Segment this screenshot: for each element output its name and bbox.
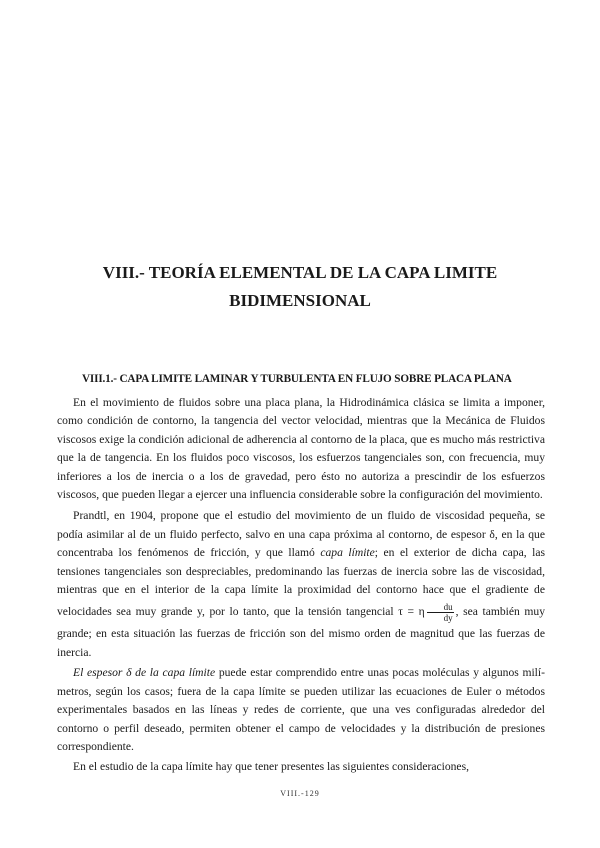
page-number: VIII.-129 xyxy=(280,789,320,798)
chapter-title-line-1: VIII.- TEORÍA ELEMENTAL DE LA CAPA LIMITE xyxy=(102,263,498,282)
capa-limite-term: capa límite xyxy=(320,546,375,560)
paragraph-3-text: puede estar comprendido entre unas pocas moléculas y algunos milímetros, según los casos; fuera de la capa límite se pueden utilizar las ecuaciones de Euler o métodos experimentales basados en las líneas y redes de corriente, que una ves configuradas alrededor del contorno o perfil deseado, permiten obtener el campo de velocidades y la distribución de presiones correspondiente. xyxy=(57,666,545,753)
paragraph-1: En el movimiento de fluidos sobre una placa plana, la Hidrodinámica clásica se limita a imponer, como condición de contorno, la tangencia del vector velocidad, mientras que la Mecánica de Fluidos viscosos exige la condición adicional de adherencia al contorno de la placa, que es mucho más restrictiva que la de tangencia. En los fluidos poco viscosos, los esfuerzos tangenciales son, con frecuencia, muy inferiores a los de inercia o a los de gravedad, pero ésto no autoriza a prescindir de los esfuerzos viscosos, que pueden llegar a ejercer una influencia considerable sobre la configuración del movimiento. xyxy=(57,396,545,502)
paragraph-2-text-c: , sea también muy grande; en esta situación las fuerzas de fricción son del mismo orden de magnitud que las fuerzas de inercia. xyxy=(57,605,546,659)
formula-fraction xyxy=(427,602,454,623)
paragraph-2-text-b: ; en el exterior de dicha capa, las tensiones tangenciales son despreciables, predominando las fuerzas de inercia sobre las de viscosidad, mientras que en el interior de la capa límite la proximidad del contorno hace que el gradiente de velocidades sea muy grande y, por lo tanto, que la tensión tangencial xyxy=(57,546,545,619)
formula-numerator: du xyxy=(427,602,454,613)
paragraph-2-text-a: Prandtl, en 1904, propone que el estudio del movimiento de un fluido de viscosidad pequeña, se podía asimilar al de un fluido perfecto, salvo en una capa próxima al contorno, de espesor δ, en la que concentraba los fenómenos de fricción, y que llamó xyxy=(57,509,545,560)
paragraph-3 xyxy=(57,664,545,756)
shear-stress-formula xyxy=(398,602,455,624)
section-heading: VIII.1.- CAPA LIMITE LAMINAR Y TURBULENTA EN FLUJO SOBRE PLACA PLANA xyxy=(82,373,512,385)
formula-lhs: τ = η xyxy=(398,605,425,619)
body-text xyxy=(57,394,545,777)
formula-denominator: dy xyxy=(443,613,453,624)
paragraph-4: En el estudio de la capa límite hay que tener presentes las siguientes consideraciones, xyxy=(73,760,469,774)
espesor-term: El espesor δ de la capa límite xyxy=(73,666,216,680)
chapter-title-line-2: BIDIMENSIONAL xyxy=(229,291,371,310)
chapter-title xyxy=(0,259,600,315)
paragraph-2 xyxy=(57,507,545,662)
